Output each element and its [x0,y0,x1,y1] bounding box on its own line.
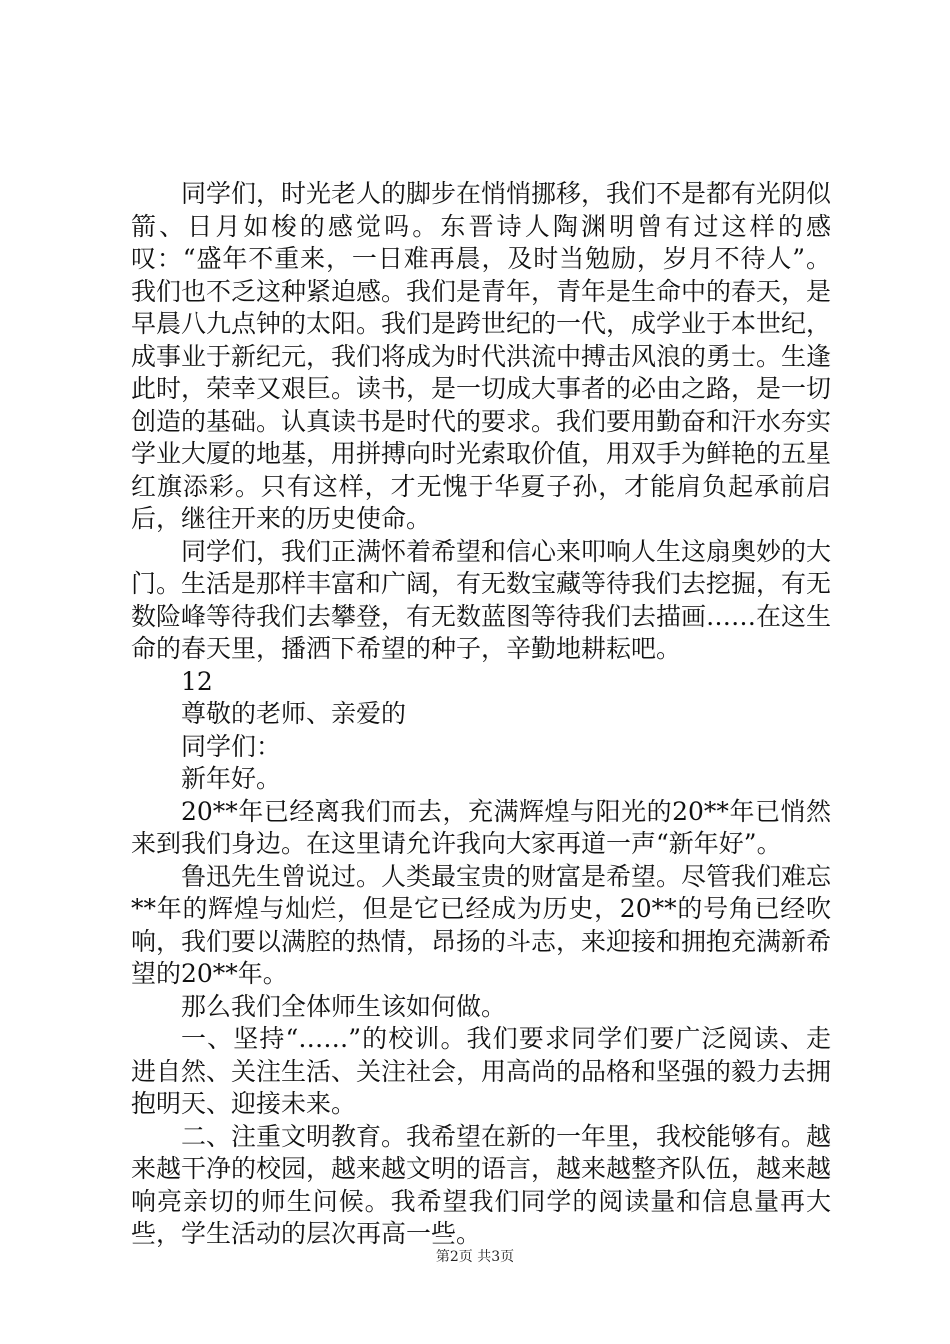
salutation: 同学们： [181,731,282,761]
paragraph: 一、坚持“……”的校训。我们要求同学们要广泛阅读、走进自然、关注生活、关注社会，用高尚的品格和坚强的毅力去拥抱明天、迎接未来。 [131,1024,832,1118]
greeting: 新年好。 [181,764,282,793]
document-body [131,178,831,1251]
paragraph: 二、注重文明教育。我希望在新的一年里，我校能够有。越来越干净的校园，越来越文明的语言，越来越整齐队伍，越来越响亮亲切的师生问候。我希望我们同学的阅读量和信息量再大些，学生活动的层次再高一些。 [131,1121,832,1248]
paragraph: 20**年已经离我们而去，充满辉煌与阳光的20**年已悄然来到我们身边。在这里请允许我向大家再道一声“新年好”。 [131,796,831,858]
paragraph-number: 12 [181,666,213,696]
paragraph: 鲁迅先生曾说过。人类最宝贵的财富是希望。尽管我们难忘**年的辉煌与灿烂，但是它已经成为历史，20**的号角已经吹响，我们要以满腔的热情，昂扬的斗志，来迎接和拥抱充满新希望的20**年。 [131,861,832,988]
salutation: 尊敬的老师、亲爱的 [181,699,407,728]
paragraph: 那么我们全体师生该如何做。 [181,991,507,1021]
paragraph: 同学们，时光老人的脚步在悄悄挪移，我们不是都有光阴似箭、日月如梭的感觉吗。东晋诗人陶渊明曾有过这样的感叹：“盛年不重来，一日难再晨，及时当勉励，岁月不待人”。我们也不乏这种紧迫感。我们是青年，青年是生命中的春天，是早晨八九点钟的太阳。我们是跨世纪的一代，成学业于本世纪，成事业于新纪元，我们将成为时代洪流中搏击风浪的勇士。生逢此时，荣幸又艰巨。读书，是一切成大事者的必由之路，是一切创造的基础。认真读书是时代的要求。我们要用勤奋和汗水夯实学业大厦的地基，用拼搏向时光索取价值，用双手为鲜艳的五星红旗添彩。只有这样，才无愧于华夏子孙，才能肩负起承前启后，继往开来的历史使命。 [131,179,832,533]
paragraph: 同学们，我们正满怀着希望和信心来叩响人生这扇奥妙的大门。生活是那样丰富和广阔，有无数宝藏等待我们去挖掘，有无数险峰等待我们去攀登，有无数蓝图等待我们去描画……在这生命的春天里，播洒下希望的种子，辛勤地耕耘吧。 [131,536,832,663]
page-footer: 第2页 共3页 [435,1249,515,1265]
